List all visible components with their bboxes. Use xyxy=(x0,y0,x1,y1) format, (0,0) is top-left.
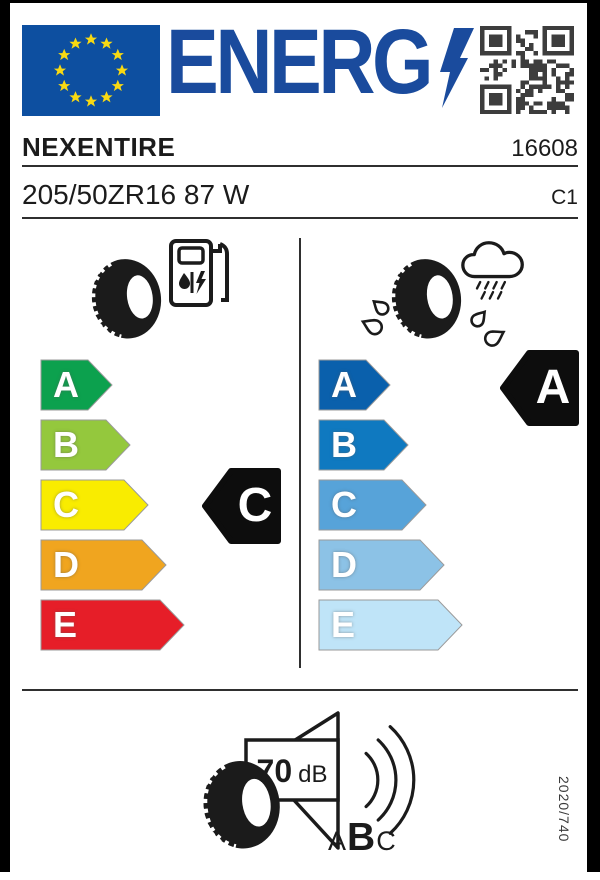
rain-cloud-icon xyxy=(456,240,530,304)
noise-unit: dB xyxy=(298,761,328,788)
noise-value xyxy=(248,753,336,790)
water-splash-icon xyxy=(352,300,512,352)
qr-code xyxy=(480,26,574,114)
grade-letter: D xyxy=(53,544,79,585)
noise-class-c: C xyxy=(376,826,396,856)
frame-border-right xyxy=(587,0,600,872)
eu-flag xyxy=(22,25,160,116)
regulation-number: 2020/740 xyxy=(556,776,572,843)
divider-under-brand xyxy=(22,165,578,167)
energy-lightning-icon xyxy=(440,28,474,108)
noise-class-a: A xyxy=(328,826,347,856)
wet-grip-rating-letter: A xyxy=(535,361,571,414)
noise-decibels: 70 xyxy=(256,753,293,789)
size-row xyxy=(22,179,578,211)
article-number: 16608 xyxy=(511,135,578,162)
wet-grip-rating-indicator xyxy=(500,349,580,427)
tyre-class: C1 xyxy=(551,186,578,209)
energy-logo-text: ENERG xyxy=(166,11,431,113)
grade-letter: C xyxy=(53,484,79,525)
grade-letter: A xyxy=(331,364,357,405)
grade-letter: D xyxy=(331,544,357,585)
brand-name: NEXENTIRE xyxy=(22,132,176,162)
grade-letter: B xyxy=(331,424,357,465)
tire-icon xyxy=(86,252,164,346)
column-divider xyxy=(299,238,301,668)
brand-row xyxy=(22,132,578,163)
frame-border-left xyxy=(0,0,10,872)
grade-letter: E xyxy=(53,604,78,645)
frame-border-top xyxy=(0,0,600,3)
grade-letter: A xyxy=(53,364,79,405)
grade-letter: E xyxy=(331,604,356,645)
fuel-rating-indicator xyxy=(202,467,282,545)
grade-letter: B xyxy=(53,424,79,465)
noise-class-b: B xyxy=(347,816,376,859)
fuel-rating-letter: C xyxy=(237,479,273,532)
tyre-size: 205/50ZR16 87 W xyxy=(22,179,250,210)
divider-under-size xyxy=(22,217,578,219)
divider-under-scales xyxy=(22,689,578,691)
noise-class-scale xyxy=(328,816,396,860)
grade-letter: C xyxy=(331,484,357,525)
fuel-pump-icon xyxy=(168,236,230,310)
